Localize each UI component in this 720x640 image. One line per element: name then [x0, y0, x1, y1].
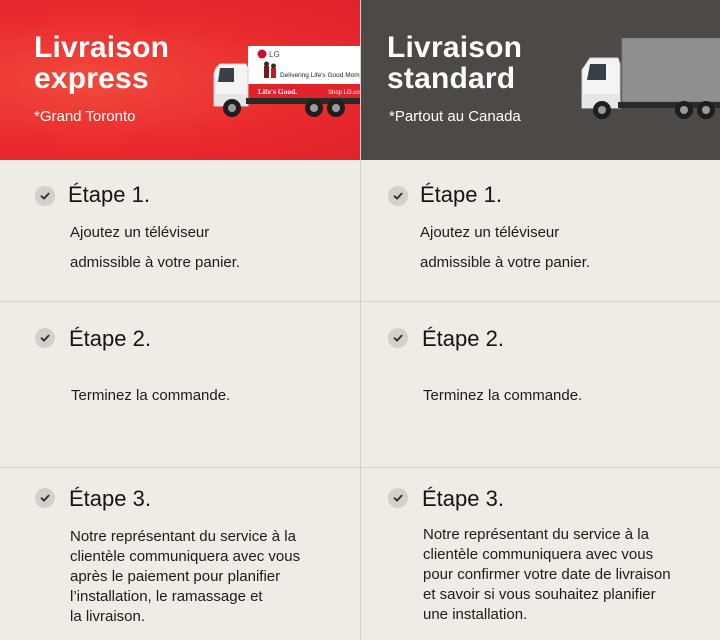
- step-description: [70, 527, 350, 627]
- standard-step-3: [361, 468, 720, 640]
- step-title: Étape 1.: [420, 182, 502, 207]
- standard-title: Livraison standard: [387, 31, 523, 95]
- step-title: Étape 3.: [69, 486, 151, 511]
- express-title: Livraison express: [34, 31, 170, 95]
- step-line: Terminez la commande.: [71, 387, 231, 404]
- step-description: [71, 386, 230, 406]
- check-icon: [388, 488, 408, 508]
- step-line: admissible à votre panier.: [70, 254, 241, 271]
- express-subtitle: *Grand Toronto: [34, 108, 136, 125]
- step-title: Étape 1.: [68, 182, 150, 207]
- step-line: Notre représentant du service à la: [70, 528, 296, 545]
- express-step-2: [0, 302, 360, 468]
- truck-slogan: Delivering Life's Good Mom: [280, 72, 360, 79]
- truck-brand: LG: [269, 50, 280, 59]
- step-line: admissible à votre panier.: [420, 254, 591, 271]
- express-step-1: [0, 160, 360, 302]
- step-line: la livraison.: [70, 608, 146, 625]
- express-step-3: [0, 468, 360, 640]
- step-line: Ajoutez un téléviseur: [420, 224, 560, 241]
- express-banner: [0, 0, 360, 160]
- step-title: Étape 2.: [422, 326, 504, 351]
- standard-step-2: [361, 302, 720, 468]
- truck-tagline: Life's Good.: [258, 87, 298, 96]
- standard-step-1: [361, 160, 720, 302]
- step-title: Étape 2.: [69, 326, 151, 351]
- step-line: l’installation, le ramassage et: [70, 588, 263, 605]
- step-line: pour confirmer votre date de livraison: [423, 566, 671, 583]
- step-line: après le paiement pour planifier: [70, 568, 281, 585]
- step-description: [70, 218, 240, 278]
- step-description: [423, 525, 713, 625]
- plain-truck-icon: [580, 38, 720, 124]
- lg-logo-icon: [258, 50, 267, 59]
- check-icon: [35, 328, 55, 348]
- step-line: et savoir si vous souhaitez planifier: [423, 586, 656, 603]
- step-description: [420, 218, 590, 278]
- step-line: clientèle communiquera avec vous: [423, 546, 654, 563]
- lg-truck-icon: [212, 44, 360, 124]
- step-line: une installation.: [423, 606, 528, 623]
- step-description: [423, 386, 582, 406]
- step-line: Notre représentant du service à la: [423, 526, 649, 543]
- truck-shop: Shop LG.co: [328, 90, 360, 96]
- standard-subtitle: *Partout au Canada: [389, 108, 521, 125]
- check-icon: [388, 186, 408, 206]
- step-title: Étape 3.: [422, 486, 504, 511]
- step-line: clientèle communiquera avec vous: [70, 548, 301, 565]
- check-icon: [388, 328, 408, 348]
- step-line: Ajoutez un téléviseur: [70, 224, 210, 241]
- check-icon: [35, 488, 55, 508]
- check-icon: [35, 186, 55, 206]
- step-line: Terminez la commande.: [423, 387, 583, 404]
